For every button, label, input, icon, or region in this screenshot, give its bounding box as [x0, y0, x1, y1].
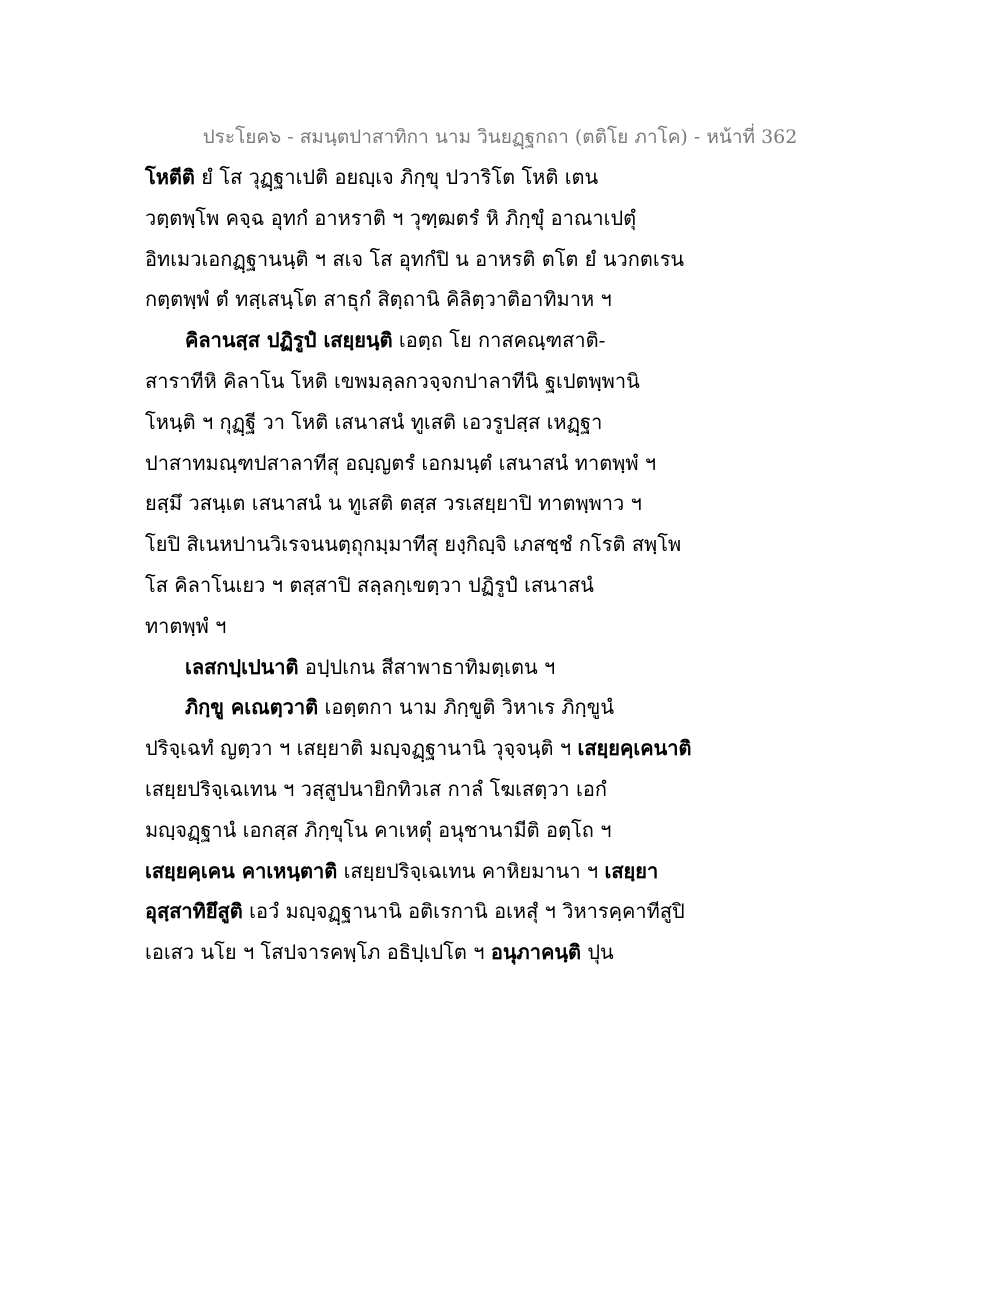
text-line	[145, 851, 865, 892]
text-segment: โยปิ สิเนหปานวิเรจนนตฺถุกมฺมาทีสุ ยงฺกิญฺจิ เภสชฺชํ กโรติ สพฺโพ	[145, 532, 682, 557]
text-line	[145, 524, 865, 565]
text-line	[145, 239, 865, 280]
text-line	[145, 443, 865, 484]
bold-term: เลสกปฺเปนาติ	[185, 654, 299, 679]
text-segment: เอเสว นโย ฯ โสปจารคพฺโภ อธิปฺเปโต ฯ	[145, 940, 491, 965]
text-line	[145, 891, 865, 932]
bold-term: โหตีติ	[145, 165, 195, 189]
bold-term: คิลานสฺส ปฏิรูปํ เสยฺยนฺติ	[185, 328, 393, 353]
text-segment: มญฺจฏฺฐานํ เอกสฺส ภิกฺขุโน คาเหตุํ อนุชานามีติ อตฺโถ ฯ	[145, 817, 612, 842]
bold-term: อนุภาคนฺติ	[490, 940, 581, 965]
text-segment: ยํ โส วุฏฺฐาเปติ อยญฺเจ ภิกฺขุ ปวาริโต โหติ เตน	[194, 165, 599, 189]
text-segment: ยสฺมึ วสนฺเต เสนาสนํ น ทูเสติ ตสฺส วรเสยฺยาปิ ทาตพฺพาว ฯ	[145, 491, 642, 516]
text-line	[145, 647, 865, 688]
bold-term: เสยฺยา	[604, 858, 659, 883]
text-line	[145, 198, 865, 239]
text-segment: โหนฺติ ฯ กุฏฺฐี วา โหติ เสนาสนํ ทูเสติ เอวรูปสฺส เหฏฺฐา	[145, 409, 603, 434]
text-line	[145, 932, 865, 973]
text-segment: เอวํ มญฺจฏฺฐานานิ อติเรกานิ อเหสุํ ฯ วิหารคฺคาทีสูปิ	[242, 899, 685, 924]
bold-term: อุสฺสาทิยึสูติ	[145, 899, 243, 924]
text-line	[145, 320, 865, 361]
text-segment: ปริจฺเฉทํ ญตฺวา ฯ เสยฺยาติ มญฺจฏฺฐานานิ วุจฺจนฺติ ฯ	[145, 736, 578, 761]
text-line	[145, 157, 865, 198]
text-segment: อปฺปเกน สีสาพาธาทิมตฺเตน ฯ	[298, 654, 556, 679]
text-segment: เสยฺยปริจฺเฉเทน ฯ วสฺสูปนายิกทิวเส กาลํ โฆเสตฺวา เอกํ	[145, 776, 607, 801]
text-line	[145, 483, 865, 524]
text-segment: เอตฺถ โย กาสคณฺฑสาติ-	[392, 328, 606, 353]
text-segment: โส คิลาโนเยว ฯ ตสฺสาปิ สลฺลกฺเขตฺวา ปฏิรูปํ เสนาสนํ	[145, 572, 594, 597]
text-line	[145, 402, 865, 443]
text-line	[145, 565, 865, 606]
page-header: ประโยค๖ - สมนฺตปาสาทิกา นาม วินยฏฺฐกถา (ตติโย ภาโค) - หน้าที่ 362	[202, 126, 798, 148]
text-line	[145, 769, 865, 810]
body-text	[145, 157, 865, 973]
bold-term: เสยฺยคฺเคน คาเหนฺตาติ	[145, 858, 338, 883]
text-segment: วตฺตพฺโพ คจฺฉ อุทกํ อาหราติ ฯ วุฑฺฒตรํ หิ ภิกฺขุํ อาณาเปตุํ	[145, 205, 637, 230]
text-segment: ปุน	[581, 940, 614, 965]
text-segment: กตฺตพฺพํ ตํ ทสฺเสนฺโต สาธุกํ สิตฺถานิ คิลิตฺวาติอาทิมาห ฯ	[145, 287, 612, 312]
text-segment: เอตฺตกา นาม ภิกฺขูติ วิหาเร ภิกฺขูนํ	[318, 695, 614, 720]
text-line	[145, 361, 865, 402]
bold-term: เสยฺยคฺเคนาติ	[577, 736, 692, 761]
text-segment: ปาสาทมณฺฑปสาลาทีสุ อญฺญตรํ เอกมนฺตํ เสนาสนํ ทาตพฺพํ ฯ	[145, 450, 657, 475]
text-line	[145, 606, 865, 647]
text-line	[145, 728, 865, 769]
text-line	[145, 279, 865, 320]
text-segment: อิทเมวเอกฏฺฐานนฺติ ฯ สเจ โส อุทกํปิ น อาหรติ ตโต ยํ นวกตเรน	[145, 246, 685, 271]
text-segment: เสยฺยปริจฺเฉเทน คาหิยมานา ฯ	[337, 858, 605, 883]
text-line	[145, 687, 865, 728]
bold-term: ภิกฺขู คเณตฺวาติ	[185, 695, 319, 720]
text-segment: ทาตพฺพํ ฯ	[145, 613, 227, 638]
text-segment: สาราทีหิ คิลาโน โหติ เขพมลฺลกวจฺจกปาลาทีนิ ฐเปตพฺพานิ	[145, 368, 640, 393]
text-line	[145, 810, 865, 851]
